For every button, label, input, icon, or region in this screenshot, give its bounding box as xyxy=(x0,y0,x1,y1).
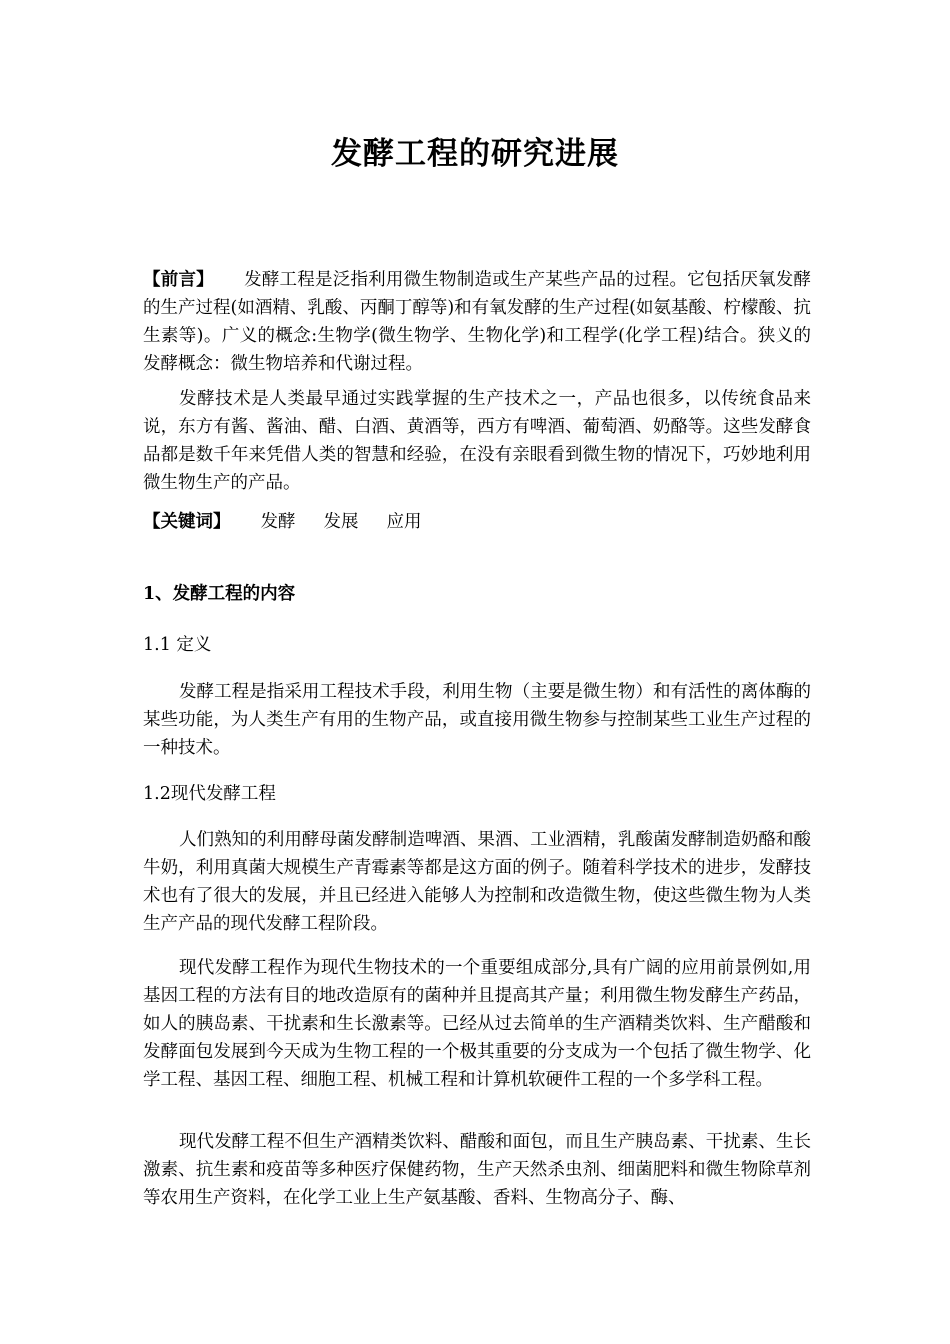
intro-paragraph: 发酵技术是人类最早通过实践掌握的生产技术之一，产品也很多，以传统食品来说，东方有酱、酱油、醋、白酒、黄酒等，西方有啤酒、葡萄酒、奶酪等。这些发酵食品都是数千年来凭借人类的智慧和经验，在没有亲眼看到微生物的情况下，巧妙地利用微生物生产的产品。 xyxy=(143,389,811,493)
body-paragraph: 现代发酵工程作为现代生物技术的一个重要组成部分,具有广阔的应用前景例如,用基因工程的方法有目的地改造原有的菌种并且提高其产量；利用微生物发酵生产药品，如人的胰岛素、干扰素和生长激素等。已经从过去简单的生产酒精类饮料、生产醋酸和发酵面包发展到今天成为生物工程的一个极其重要的分支成为一个包括了微生物学、化学工程、基因工程、细胞工程、机械工程和计算机软硬件工程的一个多学科工程。 xyxy=(143,958,811,1090)
keyword-item: 发展 xyxy=(323,512,359,532)
preface-label: 【前言】 xyxy=(143,270,214,290)
subsection-heading: 1.1 定义 xyxy=(143,635,212,655)
keywords-label: 【关键词】 xyxy=(143,512,231,532)
document-title: 发酵工程的研究进展 xyxy=(331,136,619,172)
definition-paragraph: 发酵工程是指采用工程技术手段，利用生物（主要是微生物）和有活性的离体酶的某些功能，为人类生产有用的生物产品，或直接用微生物参与控制某些工业生产过程的一种技术。 xyxy=(143,682,811,758)
keywords-line xyxy=(143,508,811,536)
keyword-item: 应用 xyxy=(386,512,422,532)
body-paragraph: 人们熟知的利用酵母菌发酵制造啤酒、果酒、工业酒精，乳酸菌发酵制造奶酪和酸牛奶，利用真菌大规模生产青霉素等都是这方面的例子。随着科学技术的进步，发酵技术也有了很大的发展，并且已经进入能够人为控制和改造微生物，使这些微生物为人类生产产品的现代发酵工程阶段。 xyxy=(143,830,811,934)
section-heading: 1、发酵工程的内容 xyxy=(143,584,296,604)
keyword-item: 发酵 xyxy=(260,512,296,532)
preface-text: 发酵工程是泛指利用微生物制造或生产某些产品的过程。它包括厌氧发酵的生产过程(如酒精、乳酸、丙酮丁醇等)和有氧发酵的生产过程(如氨基酸、柠檬酸、抗生素等)。广义的概念:生物学(微生物学、生物化学)和工程学(化学工程)结合。狭义的发酵概念：微生物培养和代谢过程。 xyxy=(143,270,811,374)
body-paragraph: 现代发酵工程不但生产酒精类饮料、醋酸和面包，而且生产胰岛素、干扰素、生长激素、抗生素和疫苗等多种医疗保健药物，生产天然杀虫剂、细菌肥料和微生物除草剂等农用生产资料，在化学工业上生产氨基酸、香料、生物高分子、酶、 xyxy=(143,1132,811,1208)
subsection-heading: 1.2现代发酵工程 xyxy=(143,784,276,804)
preface-paragraph xyxy=(143,266,811,378)
